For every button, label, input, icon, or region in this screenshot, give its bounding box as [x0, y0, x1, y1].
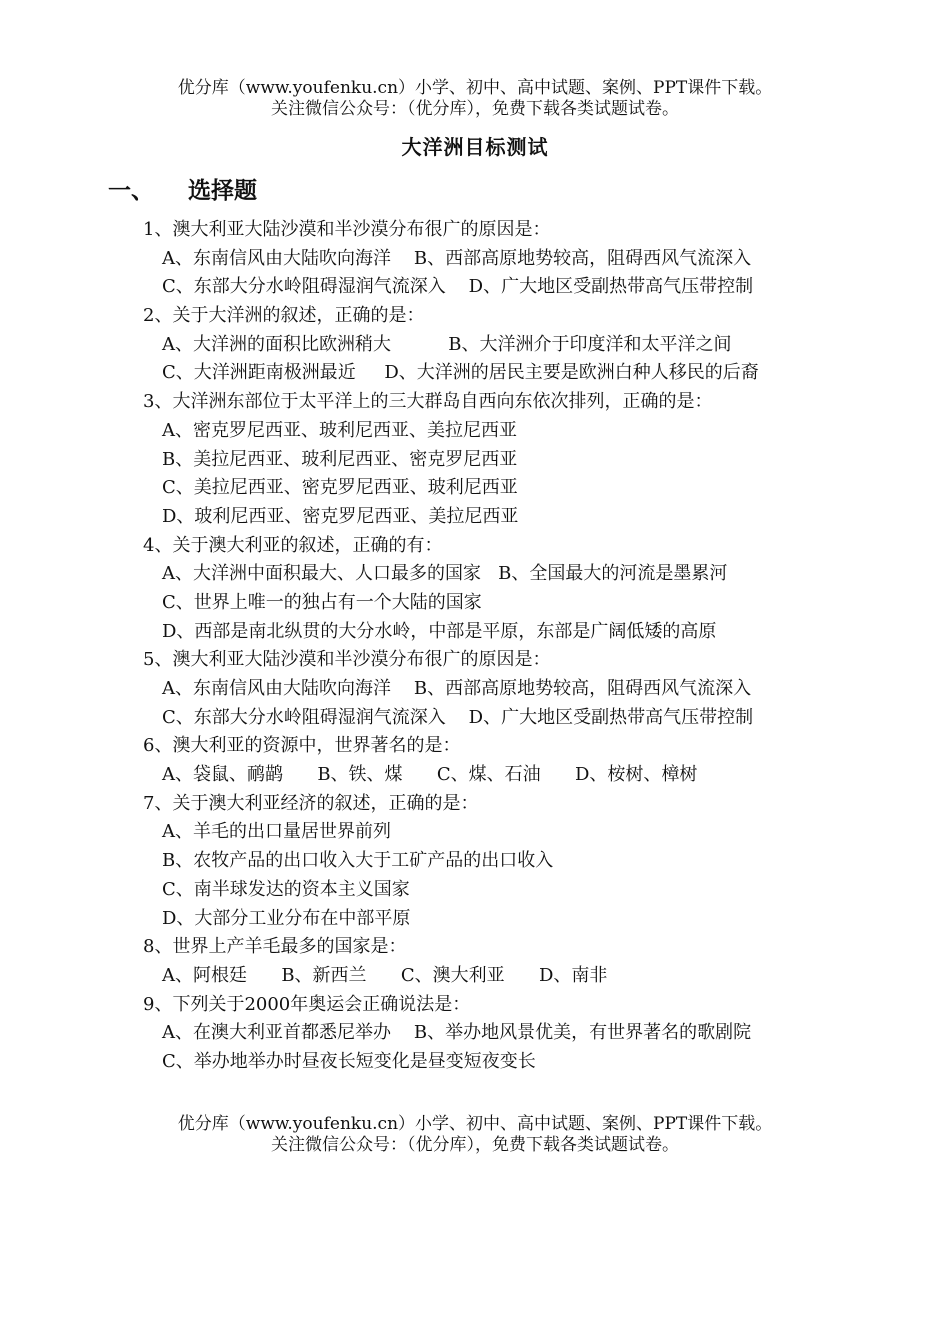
question-option: A、东南信风由大陆吹向海洋 B、西部高原地势较高，阻碍西风气流深入: [162, 678, 752, 699]
question-option: D、玻利尼西亚、密克罗尼西亚、美拉尼西亚: [162, 505, 519, 527]
header-line-2: 关注微信公众号：（优分库），免费下载各类试题试卷。: [271, 99, 679, 119]
question-option: C、举办地举办时昼夜长短变化是昼变短夜变长: [162, 1050, 536, 1072]
question-option: A、密克罗尼西亚、玻利尼西亚、美拉尼西亚: [162, 419, 517, 441]
question-stem: 1、澳大利亚大陆沙漠和半沙漠分布很广的原因是：: [143, 219, 551, 240]
question-stem: 4、关于澳大利亚的叙述，正确的有：: [143, 534, 443, 556]
question-option: C、南半球发达的资本主义国家: [162, 878, 410, 900]
section-label: 选择题: [188, 178, 257, 204]
section-heading: [108, 172, 257, 205]
question-option: C、东部大分水岭阻碍湿润气流深入 D、广大地区受副热带高气压带控制: [162, 706, 754, 728]
question-stem: 9、下列关于2000年奥运会正确说法是：: [143, 993, 471, 1015]
header-line-1: 优分库（www.youfenku.cn）小学、初中、高中试题、案例、PPT课件下载。: [177, 78, 773, 98]
question-option: D、大部分工业分布在中部平原: [162, 907, 411, 929]
question-stem: 7、关于澳大利亚经济的叙述，正确的是：: [143, 792, 479, 814]
question-option: A、在澳大利亚首都悉尼举办 B、举办地风景优美，有世界著名的歌剧院: [162, 1022, 752, 1044]
question-option: D、西部是南北纵贯的大分水岭，中部是平原，东部是广阔低矮的高原: [162, 620, 717, 642]
question-list: [143, 216, 843, 1077]
question-option: C、大洋洲距南极洲最近 D、大洋洲的居民主要是欧洲白种人移民的后裔: [162, 362, 759, 384]
footer-line-2: 关注微信公众号：（优分库），免费下载各类试题试卷。: [271, 1135, 679, 1155]
question-option: A、袋鼠、鸸鹋 B、铁、煤 C、煤、石油 D、桉树、樟树: [162, 764, 698, 786]
question-option: A、阿根廷 B、新西兰 C、澳大利亚 D、南非: [162, 964, 608, 986]
question-stem: 6、澳大利亚的资源中，世界著名的是：: [143, 735, 461, 757]
question-option: A、羊毛的出口量居世界前列: [162, 821, 391, 843]
page-title: 大洋洲目标测试: [401, 135, 549, 159]
footer-banner: [0, 1114, 950, 1156]
section-number: 一、: [108, 178, 154, 204]
question-option: A、东南信风由大陆吹向海洋 B、西部高原地势较高，阻碍西风气流深入: [162, 247, 752, 269]
footer-line-1: 优分库（www.youfenku.cn）小学、初中、高中试题、案例、PPT课件下载。: [177, 1114, 773, 1134]
question-option: C、世界上唯一的独占有一个大陆的国家: [162, 591, 482, 613]
question-stem: 8、世界上产羊毛最多的国家是：: [143, 936, 407, 958]
header-banner: [0, 78, 950, 120]
question-stem: 3、大洋洲东部位于太平洋上的三大群岛自西向东依次排列，正确的是：: [143, 391, 713, 413]
question-stem: 2、关于大洋洲的叙述，正确的是：: [143, 305, 425, 327]
question-option: A、大洋洲的面积比欧洲稍大 B、大洋洲介于印度洋和太平洋之间: [162, 333, 732, 355]
question-option: A、大洋洲中面积最大、人口最多的国家 B、全国最大的河流是墨累河: [162, 563, 728, 585]
question-option: B、农牧产品的出口收入大于工矿产品的出口收入: [162, 850, 554, 872]
question-option: C、美拉尼西亚、密克罗尼西亚、玻利尼西亚: [162, 477, 518, 499]
question-stem: 5、澳大利亚大陆沙漠和半沙漠分布很广的原因是：: [143, 649, 551, 671]
question-option: C、东部大分水岭阻碍湿润气流深入 D、广大地区受副热带高气压带控制: [162, 276, 754, 298]
question-option: B、美拉尼西亚、玻利尼西亚、密克罗尼西亚: [162, 448, 518, 470]
